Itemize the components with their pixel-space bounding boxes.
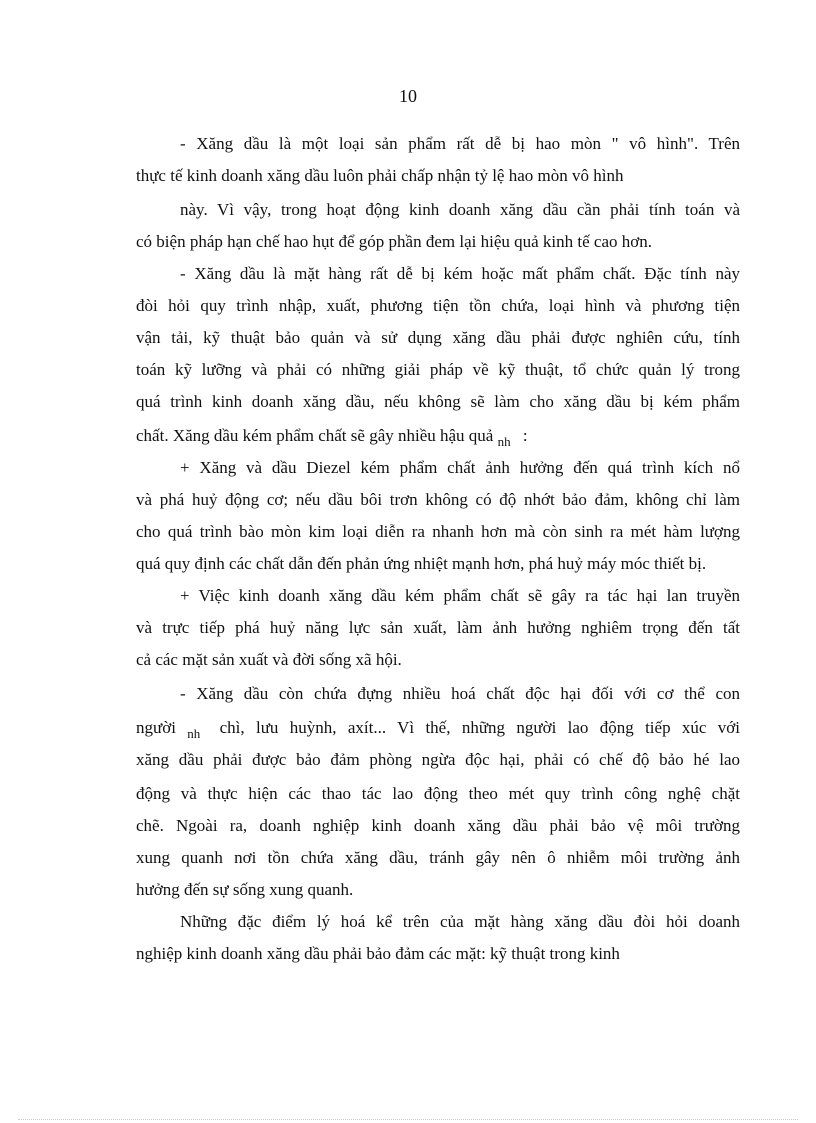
text-line <box>180 263 740 285</box>
text-line-content: Những đặc điểm lý hoá kể trên của mặt hàng xăng dầu đòi hỏi doanh <box>180 912 740 931</box>
text-line <box>136 489 740 511</box>
page-bottom-border <box>18 1119 798 1120</box>
text-line-content: - Xăng dầu còn chứa đựng nhiều hoá chất độc hại đối với cơ thể con <box>180 684 740 703</box>
text-line <box>136 327 740 349</box>
page-number: 10 <box>399 86 417 106</box>
text-line-content: + Việc kinh doanh xăng dầu kém phẩm chất sẽ gây ra tác hại lan truyền <box>180 586 740 605</box>
text-line <box>180 683 740 705</box>
subscript-fragment: nh <box>497 434 511 449</box>
text-line <box>136 783 740 805</box>
text-line-content: người <box>136 718 176 737</box>
text-line <box>180 199 740 221</box>
text-line-content: đòi hỏi quy trình nhập, xuất, phương tiện tồn chứa, loại hình và phương tiện <box>136 296 740 315</box>
text-line-content: và phá huỷ động cơ; nếu dầu bôi trơn không có độ nhớt bảo đảm, không chỉ làm <box>136 490 740 509</box>
text-line <box>136 231 740 253</box>
text-line-content: vận tải, kỹ thuật bảo quản và sử dụng xăng dầu phải được nghiên cứu, tính <box>136 328 740 347</box>
text-line <box>136 425 616 448</box>
text-line <box>136 295 740 317</box>
text-line-content: - Xăng dầu là mặt hàng rất dễ bị kém hoặc mất phẩm chất. Đặc tính này <box>180 264 740 283</box>
text-line-content: cho quá trình bào mòn kim loại diễn ra nhanh hơn mà còn sinh ra mét hàm lượng <box>136 522 740 541</box>
text-line <box>136 649 476 671</box>
text-line <box>136 717 740 740</box>
text-line-content: - Xăng dầu là một loại sản phẩm rất dễ bị hao mòn " vô hình". Trên <box>180 134 740 153</box>
text-line-content: nghiệp kinh doanh xăng dầu phải bảo đảm các mặt: kỹ thuật trong kinh <box>136 944 620 963</box>
text-line-continuation: : <box>522 426 528 445</box>
text-line <box>136 617 740 639</box>
text-line <box>136 553 740 575</box>
text-line <box>136 521 740 543</box>
text-line <box>180 585 740 607</box>
text-line-content: toán kỹ lưỡng và phải có những giải pháp về kỹ thuật, tổ chức quản lý trong <box>136 360 740 379</box>
text-line-content: cả các mặt sản xuất và đời sống xã hội. <box>136 650 402 669</box>
text-line-content: động và thực hiện các thao tác lao động theo mét quy trình công nghệ chặt <box>136 784 740 803</box>
text-line-content: chất. Xăng dầu kém phẩm chất sẽ gây nhiều hậu quả <box>136 426 494 445</box>
text-line <box>136 847 740 869</box>
text-line <box>180 457 740 479</box>
text-line <box>136 943 684 965</box>
text-line-content: và trực tiếp phá huỷ năng lực sản xuất, làm ảnh hưởng nghiêm trọng đến tất <box>136 618 740 637</box>
text-line <box>136 815 740 837</box>
text-line <box>136 391 740 413</box>
text-line-content: chẽ. Ngoài ra, doanh nghiệp kinh doanh xăng dầu phải bảo vệ môi trường <box>136 816 740 835</box>
text-line <box>180 911 740 933</box>
text-line <box>136 359 740 381</box>
text-line-content: quá quy định các chất dẫn đến phản ứng nhiệt mạnh hơn, phá huỷ máy móc thiết bị. <box>136 554 707 573</box>
text-line <box>136 165 740 187</box>
text-line-content: này. Vì vậy, trong hoạt động kinh doanh xăng dầu cần phải tính toán và <box>180 200 740 219</box>
text-line-content: xăng dầu phải được bảo đảm phòng ngừa độc hại, phải có chế độ bảo hé lao <box>136 750 740 769</box>
text-line-continuation: chì, lưu huỳnh, axít... Vì thế, những người lao động tiếp xúc với <box>219 718 741 737</box>
subscript-fragment: nh <box>187 726 201 741</box>
text-line-content: thực tế kinh doanh xăng dầu luôn phải chấp nhận tỷ lệ hao mòn vô hình <box>136 166 624 185</box>
text-line-content: xung quanh nơi tồn chứa xăng dầu, tránh gây nên ô nhiễm môi trường ảnh <box>136 848 740 867</box>
text-line-content: có biện pháp hạn chế hao hụt để góp phần đem lại hiệu quả kinh tế cao hơn. <box>136 232 653 251</box>
text-line <box>136 749 740 771</box>
text-line <box>180 133 740 155</box>
text-line <box>136 879 436 901</box>
text-line-content: hưởng đến sự sống xung quanh. <box>136 880 354 899</box>
text-line-content: quá trình kinh doanh xăng dầu, nếu không sẽ làm cho xăng dầu bị kém phẩm <box>136 392 740 411</box>
text-line-content: + Xăng và dầu Diezel kém phẩm chất ảnh hưởng đến quá trình kích nổ <box>180 458 740 477</box>
